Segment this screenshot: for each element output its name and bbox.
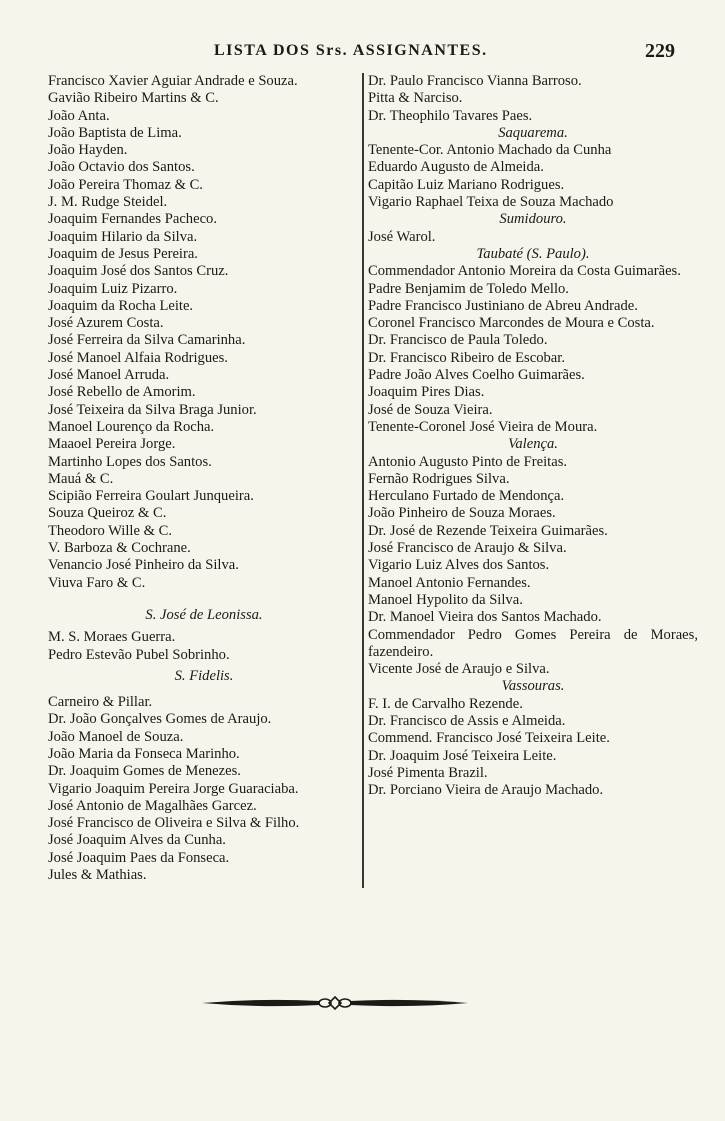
subscriber-entry: Dr. Paulo Francisco Vianna Barroso. <box>368 73 582 89</box>
subscriber-entry: Scipião Ferreira Goulart Junqueira. <box>48 488 254 505</box>
entry-list <box>48 629 360 664</box>
left-column <box>48 73 360 884</box>
subscriber-entry: Theodoro Wille & C. <box>48 522 172 539</box>
subscriber-entry: José Antonio de Magalhães Garcez. <box>48 797 257 814</box>
subscriber-entry: João Octavio dos Santos. <box>48 159 195 176</box>
subscriber-entry: José Rebello de Amorim. <box>48 384 196 401</box>
entry-list <box>48 694 360 884</box>
subscriber-entry: Joaquim da Rocha Leite. <box>48 297 194 314</box>
entry-list <box>368 454 698 679</box>
subscriber-entry: Dr. Theophilo Tavares Paes. <box>368 107 533 124</box>
subscriber-entry: Commendador Antonio Moreira da Costa Guimarães. <box>368 263 681 280</box>
subscriber-entry: Manoel Antonio Fernandes. <box>368 574 531 591</box>
section-heading-saquarema: Saquarema. <box>498 124 568 141</box>
subscriber-entry: José Francisco de Araujo & Silva. <box>368 540 567 557</box>
section-heading-fidelis: S. Fidelis. <box>174 667 234 684</box>
section-heading-valenca: Valença. <box>508 436 558 453</box>
subscriber-entry: Jules & Mathias. <box>48 867 147 884</box>
subscriber-entry: José Joaquim Alves da Cunha. <box>48 832 226 849</box>
subscriber-entry: Joaquim Luiz Pizarro. <box>48 280 178 297</box>
subscriber-entry: José Francisco de Oliveira e Silva & Filho. <box>48 815 300 832</box>
subscriber-entry: José Warol. <box>368 228 436 245</box>
entry-list <box>368 696 698 800</box>
subscriber-entry: Dr. João Gonçalves Gomes de Araujo. <box>48 711 272 728</box>
subscriber-entry: João Pereira Thomaz & C. <box>48 176 203 193</box>
subscriber-entry: Commendador Pedro Gomes Pereira de Moraes, fazendeiro. <box>368 626 698 660</box>
subscriber-entry: M. S. Moraes Guerra. <box>48 629 176 646</box>
subscriber-entry: José Manoel Arruda. <box>48 367 170 384</box>
subscriber-entry: J. M. Rudge Steidel. <box>48 194 168 211</box>
subscriber-entry: José Manoel Alfaia Rodrigues. <box>48 349 228 366</box>
subscriber-entry: Tenente-Cor. Antonio Machado da Cunha <box>368 142 612 159</box>
subscriber-entry: Capitão Luiz Mariano Rodrigues. <box>368 176 565 193</box>
subscriber-entry: Joaquim Fernandes Pacheco. <box>48 211 217 228</box>
subscriber-entry: Dr. Francisco de Assis e Almeida. <box>368 712 566 729</box>
subscriber-entry: Padre Benjamim de Toledo Mello. <box>368 280 569 297</box>
subscriber-entry: José Pimenta Brazil. <box>368 764 488 781</box>
subscriber-entry: Dr. Francisco de Paula Toledo. <box>368 332 548 349</box>
section-heading-leonissa: S. José de Leonissa. <box>145 606 263 623</box>
section-heading-vassouras: Vassouras. <box>501 678 565 695</box>
column-divider <box>362 73 364 888</box>
subscriber-entry: Manoel Lourenço da Rocha. <box>48 418 215 435</box>
subscriber-entry: João Anta. <box>48 107 110 124</box>
subscriber-entry: Souza Queiroz & C. <box>48 505 167 522</box>
section-heading-taubate: Taubaté (S. Paulo). <box>476 245 590 262</box>
subscriber-entry: Joaquim Pires Dias. <box>368 384 485 401</box>
subscriber-entry: João Manoel de Souza. <box>48 728 184 745</box>
subscriber-entry: F. I. de Carvalho Rezende. <box>368 695 523 712</box>
subscriber-entry: João Hayden. <box>48 142 128 159</box>
subscriber-entry: Commend. Francisco José Teixeira Leite. <box>368 730 610 747</box>
subscriber-entry: Fernão Rodrigues Silva. <box>368 470 510 487</box>
entry-list <box>368 229 698 246</box>
subscriber-entry: José Teixeira da Silva Braga Junior. <box>48 401 257 418</box>
subscriber-entry: João Baptista de Lima. <box>48 124 182 141</box>
subscriber-entry: José de Souza Vieira. <box>368 401 493 418</box>
subscriber-entry: Dr. Porciano Vieira de Araujo Machado. <box>368 782 604 799</box>
subscriber-entry: José Azurem Costa. <box>48 315 164 332</box>
subscriber-entry: Tenente-Coronel José Vieira de Moura. <box>368 418 598 435</box>
subscriber-entry: Carneiro & Pillar. <box>48 694 153 711</box>
subscriber-entry: Gavião Ribeiro Martins & C. <box>48 90 219 107</box>
subscriber-entry: Padre João Alves Coelho Guimarães. <box>368 367 585 384</box>
subscriber-entry: Viuva Faro & C. <box>48 574 146 591</box>
subscriber-entry: Dr. Joaquim José Teixeira Leite. <box>368 747 557 764</box>
subscriber-entry: Dr. Francisco Ribeiro de Escobar. <box>368 349 565 366</box>
subscriber-entry: Vigario Raphael Teixa de Souza Machado <box>368 194 614 211</box>
subscriber-entry: Coronel Francisco Marcondes de Moura e Costa. <box>368 315 655 332</box>
subscriber-entry: Venancio José Pinheiro da Silva. <box>48 557 239 574</box>
subscriber-entry: Dr. Manoel Vieira dos Santos Machado. <box>368 609 602 626</box>
running-title: LISTA DOS Srs. ASSIGNANTES. <box>214 42 488 59</box>
subscriber-entry: João Pinheiro de Souza Moraes. <box>368 505 556 522</box>
subscriber-entry: Dr. José de Rezende Teixeira Guimarães. <box>368 522 608 539</box>
subscriber-entry: Padre Francisco Justiniano de Abreu Andrade. <box>368 297 638 314</box>
subscriber-entry: Joaquim de Jesus Pereira. <box>48 245 198 262</box>
subscriber-entry: Manoel Hypolito da Silva. <box>368 591 523 608</box>
subscriber-entry: Mauá & C. <box>48 470 114 487</box>
subscriber-entry: Dr. Joaquim Gomes de Menezes. <box>48 763 241 780</box>
subscriber-entry: João Maria da Fonseca Marinho. <box>48 745 240 762</box>
ornament-rule <box>200 992 470 1014</box>
subscriber-entry: José Ferreira da Silva Camarinha. <box>48 332 246 349</box>
subscriber-entry: Vigario Luiz Alves dos Santos. <box>368 557 550 574</box>
subscriber-entry: Pitta & Narciso. <box>368 90 463 107</box>
subscriber-entry: Pedro Estevão Pubel Sobrinho. <box>48 646 230 663</box>
subscriber-entry: José Joaquim Paes da Fonseca. <box>48 849 230 866</box>
subscriber-entry: Vigario Joaquim Pereira Jorge Guaraciaba. <box>48 780 299 797</box>
subscriber-entry: Martinho Lopes dos Santos. <box>48 453 212 470</box>
entry-list <box>48 73 360 592</box>
subscriber-entry: Joaquim Hilario da Silva. <box>48 228 198 245</box>
entry-list <box>368 73 698 125</box>
subscriber-entry: Vicente José de Araujo e Silva. <box>368 661 550 678</box>
entry-list <box>368 142 698 211</box>
right-column <box>368 73 698 799</box>
subscriber-entry: Joaquim José dos Santos Cruz. <box>48 263 229 280</box>
subscriber-entry: Francisco Xavier Aguiar Andrade e Souza. <box>48 73 298 89</box>
entry-list <box>368 263 698 436</box>
subscriber-entry: V. Barboza & Cochrane. <box>48 540 191 557</box>
page-header <box>0 40 725 66</box>
subscriber-entry: Herculano Furtado de Mendonça. <box>368 488 565 505</box>
subscriber-entry: Maaoel Pereira Jorge. <box>48 436 176 453</box>
section-heading-sumidouro: Sumidouro. <box>499 211 567 228</box>
subscriber-entry: Eduardo Augusto de Almeida. <box>368 159 544 176</box>
page-number: 229 <box>645 40 675 62</box>
subscriber-entry: Antonio Augusto Pinto de Freitas. <box>368 453 568 470</box>
